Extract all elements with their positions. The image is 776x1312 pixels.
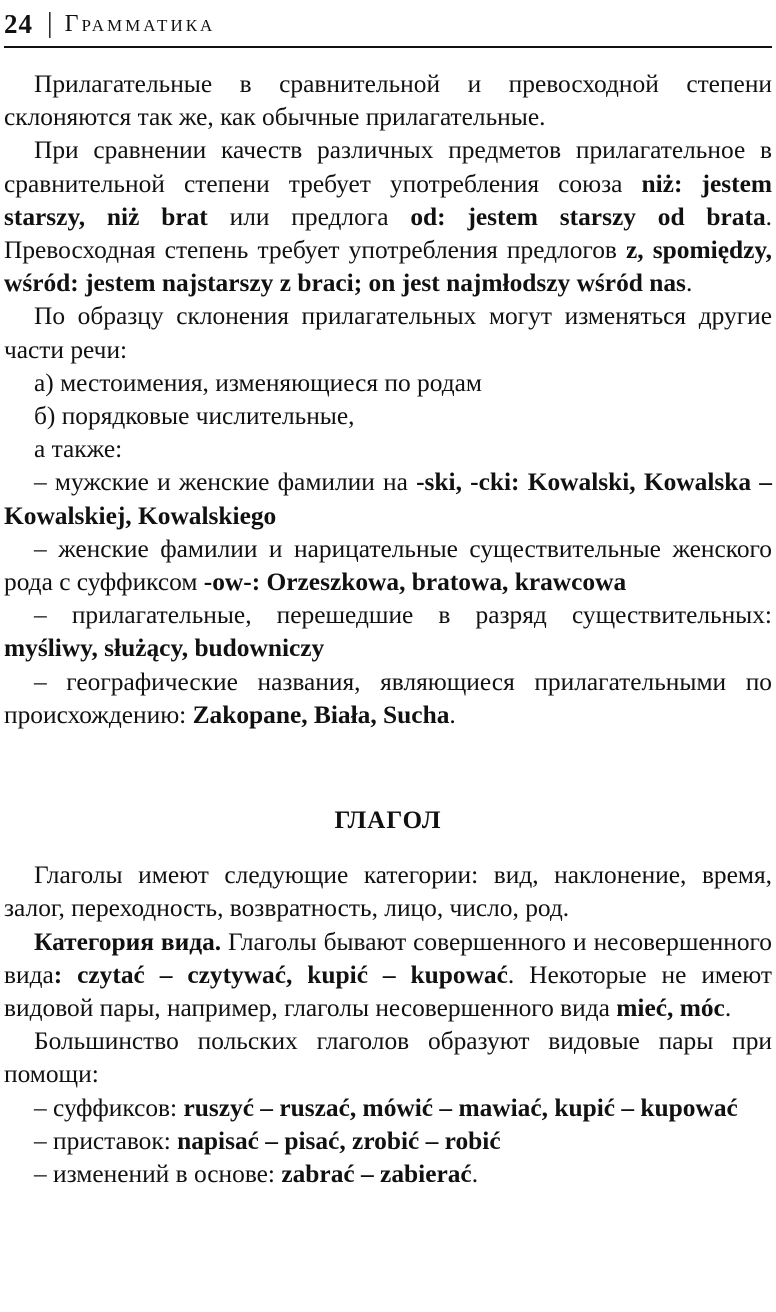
- bold-text-run: myśliwy, służący, budowniczy: [4, 634, 325, 663]
- text-run: или предлога: [207, 202, 411, 231]
- bold-text-run: : czytać – czytywać, kupić – kupować: [53, 960, 508, 989]
- bold-text-run: napisać – pisać, zrobić – robić: [177, 1126, 501, 1155]
- page-header: [4, 2, 772, 48]
- bold-text-run: ruszyć – ruszać, mówić – mawiać, kupić – kupować: [183, 1093, 738, 1122]
- bold-text-run: -ski, -cki: Kowalski, Kowalska – Kowalskiej, Kowalskiego: [4, 468, 772, 530]
- text-run: б) порядковые числительные,: [34, 402, 355, 431]
- text-run: – прилагательные, перешедшие в разряд существительных:: [34, 601, 772, 630]
- paragraph-declension-pattern: [4, 300, 772, 366]
- list-item-pronouns: [4, 367, 772, 400]
- text-run: а также:: [34, 435, 123, 464]
- list-item-ordinals: [4, 400, 772, 433]
- header-separator: |: [47, 8, 53, 39]
- paragraph-aspect-pairs: [4, 1025, 772, 1091]
- text-run: – географические названия, являющиеся прилагательными по происхождению:: [4, 667, 772, 729]
- text-run: Глаголы бывают совершенного и несовершенного вида: [4, 927, 772, 989]
- text-run: .: [724, 994, 732, 1023]
- text-run: – женские фамилии и нарицательные существительные женского рода с суффиксом: [4, 534, 772, 597]
- paragraph-aspect-category: [4, 926, 772, 1026]
- section-title: Грамматика: [64, 10, 216, 37]
- text-run: .: [449, 700, 456, 729]
- bold-text-run: niż: jestem starszy, niż brat: [4, 169, 772, 231]
- text-run: – приставок:: [34, 1126, 178, 1155]
- section-heading-verb: ГЛАГОЛ: [334, 807, 442, 835]
- page-content: [4, 68, 772, 1191]
- list-item-prefixes: [4, 1125, 772, 1158]
- bold-text-run: zabrać – zabierać: [281, 1160, 472, 1189]
- text-run: .: [471, 1160, 479, 1189]
- bold-text-run: Zakopane, Biała, Sucha: [192, 700, 450, 729]
- text-run: Глаголы имеют следующие категории: вид, наклонение, время, залог, переходность, возвратность, лицо, число, род.: [4, 861, 772, 923]
- list-item-geographic: [4, 666, 772, 732]
- bold-text-run: z, spomiędzy, wśród: jestem najstarszy z braci; on jest najmłodszy wśród nas: [4, 236, 772, 298]
- bold-text-run: Категория вида.: [34, 927, 222, 956]
- list-item-feminine-ow: [4, 533, 772, 599]
- text-run: – суффиксов:: [34, 1093, 184, 1122]
- paragraph-comparison-declension: [4, 68, 772, 134]
- text-run: При сравнении качеств различных предметов прилагательное в сравнительной степени требует употребления союза: [4, 136, 772, 198]
- bold-text-run: od: jestem starszy od brata: [410, 202, 766, 231]
- text-run: а) местоимения, изменяющиеся по родам: [34, 368, 482, 397]
- list-item-surnames: [4, 466, 772, 532]
- bold-text-run: mieć, móc: [616, 994, 725, 1023]
- bold-text-run: -ow-: Orzeszkowa, bratowa, krawcowa: [203, 568, 627, 597]
- text-run: По образцу склонения прилагательных могут изменяться другие части речи:: [4, 302, 772, 364]
- text-run: . Превосходная степень требует употребления предлогов: [4, 202, 773, 265]
- paragraph-verb-categories: [4, 859, 772, 925]
- text-run: Большинство польских глаголов образуют видовые пары при помощи:: [4, 1027, 772, 1089]
- text-run: Прилагательные в сравнительной и превосходной степени склоняются так же, как обычные прилагательные.: [4, 70, 772, 132]
- list-item-stem-changes: [4, 1158, 772, 1191]
- text-run: .: [685, 269, 693, 298]
- text-run: – изменений в основе:: [34, 1160, 282, 1189]
- paragraph-comparison-usage: [4, 134, 772, 300]
- text-run: . Некоторые не имеют видовой пары, например, глаголы несовершенного вида: [4, 960, 772, 1023]
- text-run: – мужские и женские фамилии на: [34, 468, 417, 497]
- list-item-suffixes: [4, 1092, 772, 1125]
- list-item-substantivized: [4, 599, 772, 665]
- list-item-also: [4, 433, 772, 466]
- page-number: 24: [4, 8, 33, 39]
